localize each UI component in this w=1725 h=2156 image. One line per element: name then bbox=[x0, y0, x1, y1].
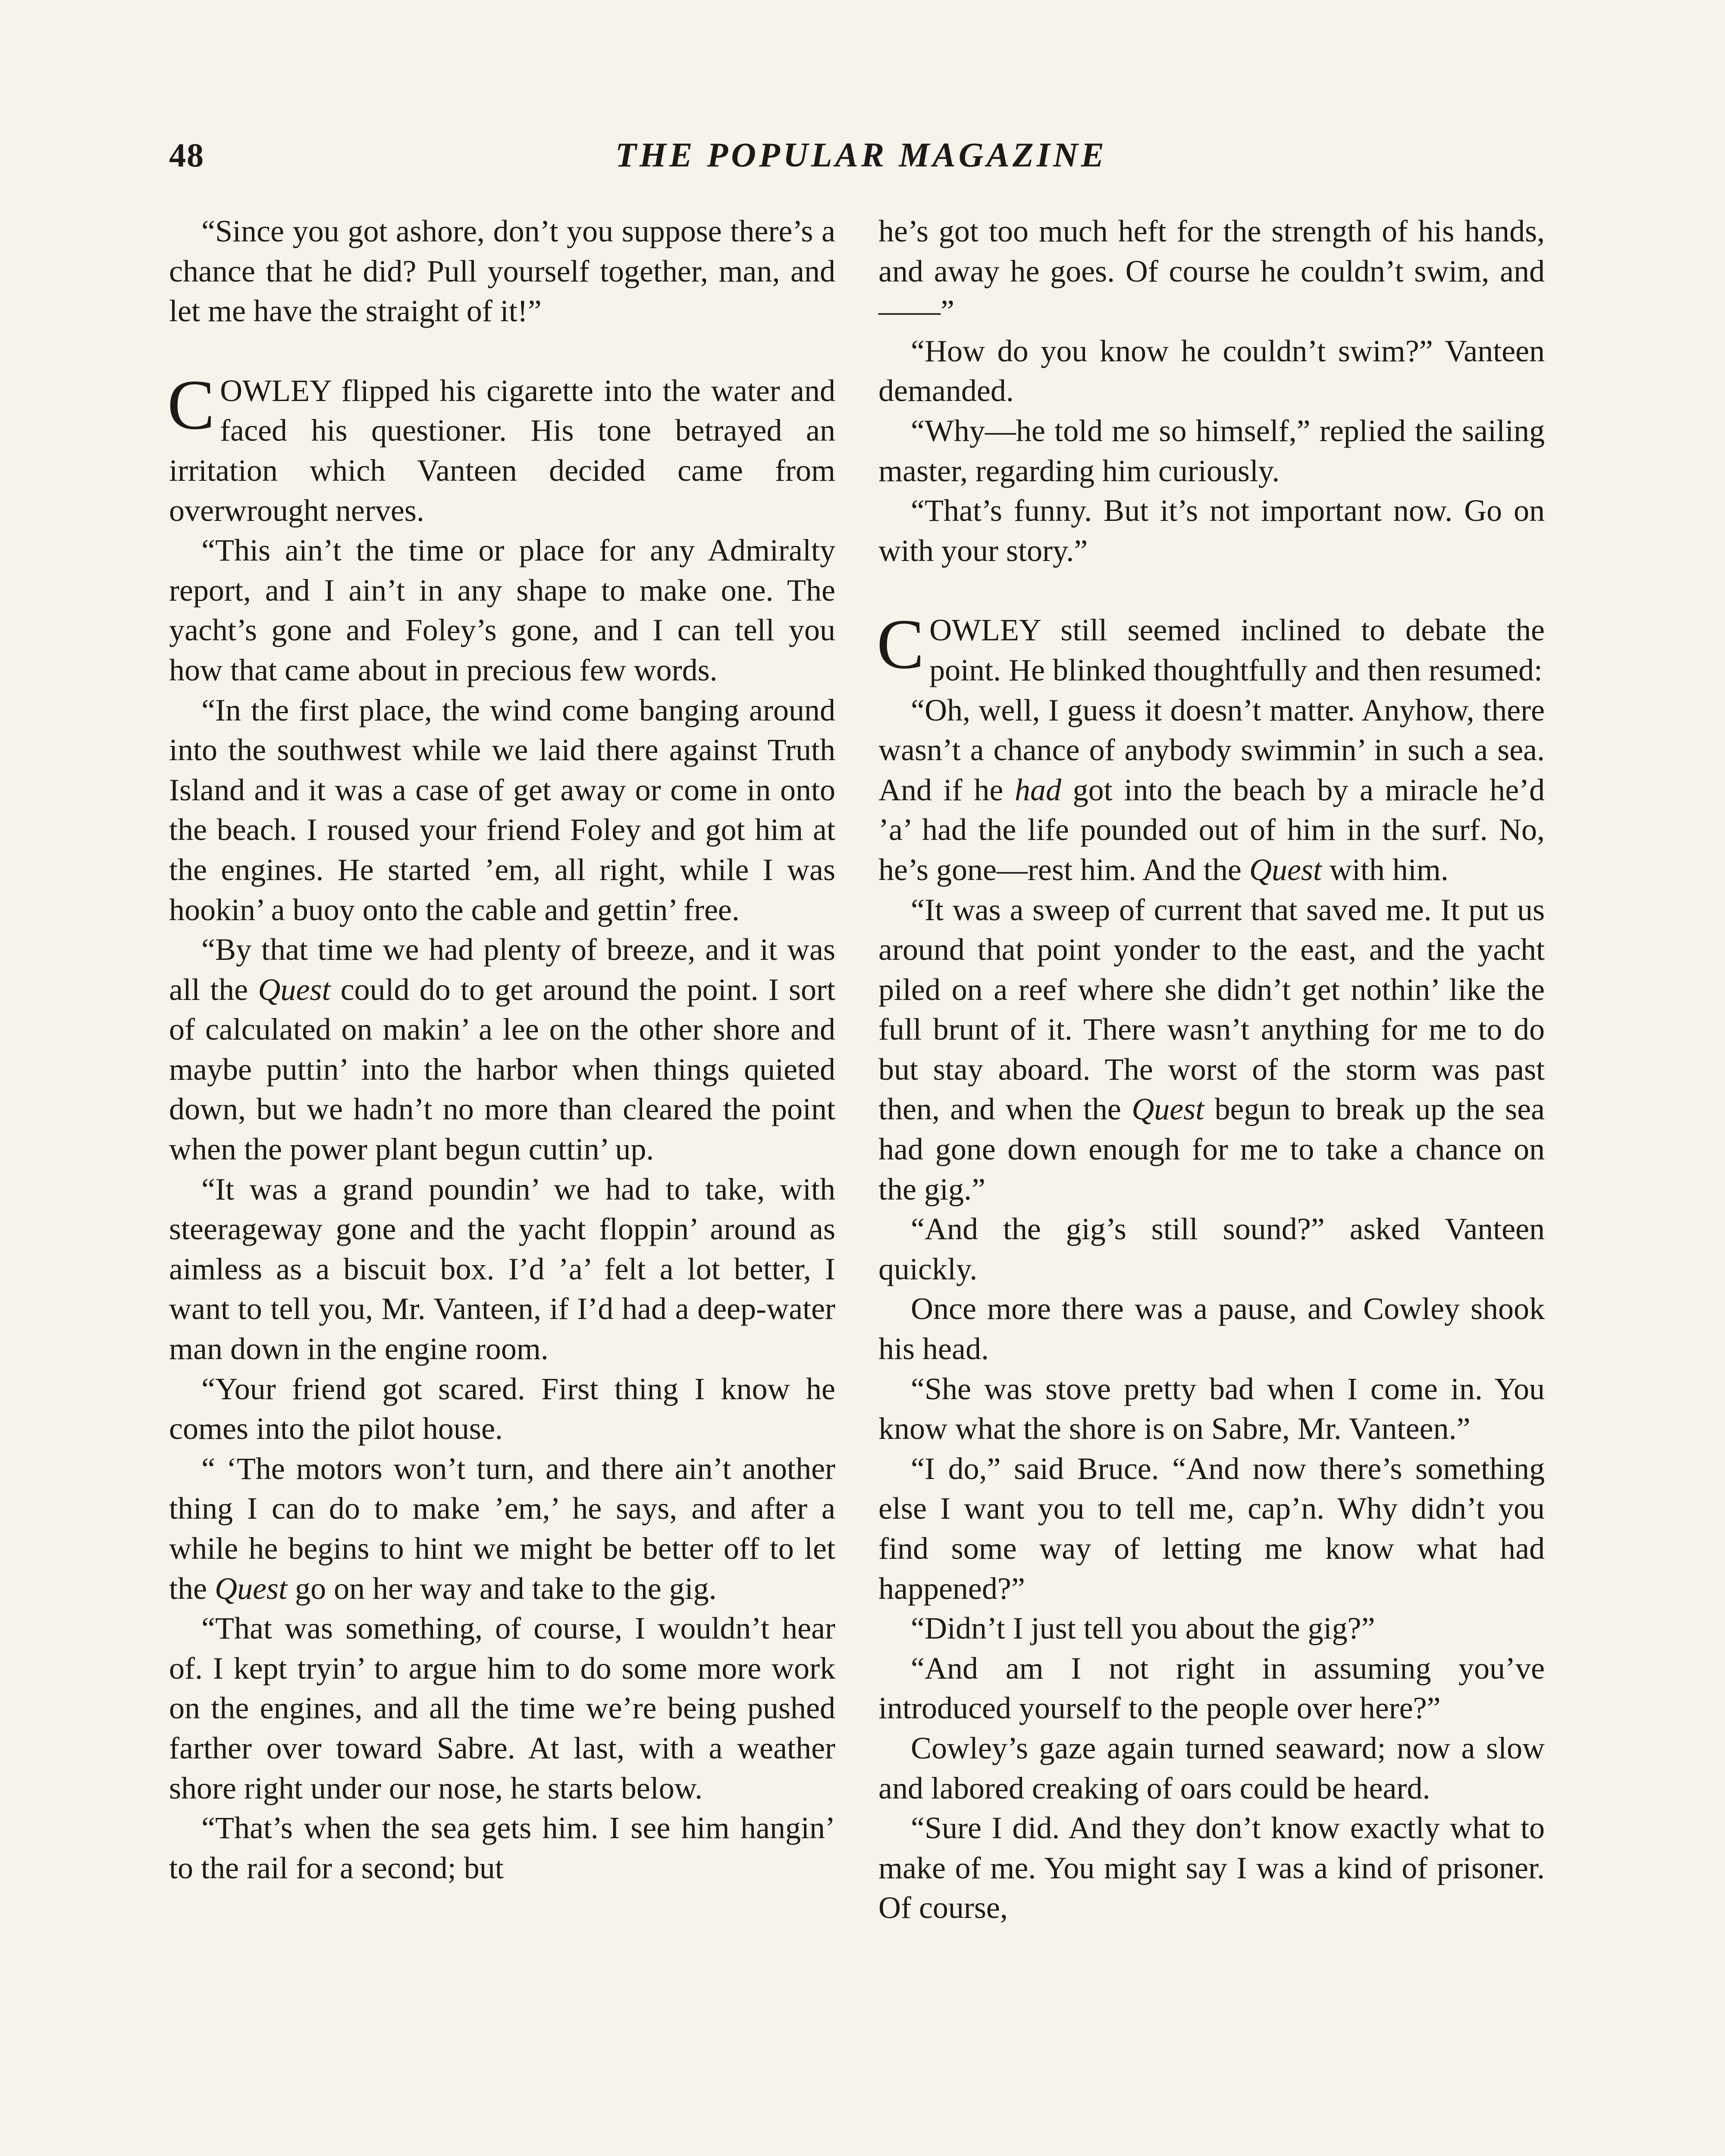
paragraph: Once more there was a pause, and Cowley shook his head. bbox=[878, 1291, 1545, 1366]
left-column bbox=[169, 211, 835, 1888]
ship-name: Quest bbox=[1249, 852, 1322, 887]
paragraph-dropcap bbox=[877, 605, 1545, 690]
page-number: 48 bbox=[169, 136, 204, 174]
paragraph: “Sure I did. And they don’t know exactly what to make of me. You might say I was a kind of prisoner. Of course, bbox=[878, 1811, 1545, 1925]
drop-cap: C bbox=[877, 605, 925, 684]
paragraph: “It was a sweep of current that saved me. It put us around that point yonder to the east, and the yacht piled on a reef where she didn’t get nothin’ like the full brunt of it. There wasn’t anything for me to do but stay aboard. The worst of the storm was past then, and when the Quest begun to break up the sea had gone down enough for me to take a chance on the gig.” bbox=[878, 892, 1545, 1206]
paragraph: “And am I not right in assuming you’ve introduced yourself to the people over here?” bbox=[878, 1651, 1545, 1726]
paragraph-text: OWLEY still seemed inclined to debate the point. He blinked thoughtfully and then resumed: bbox=[929, 613, 1545, 687]
paragraph: he’s got too much heft for the strength of his hands, and away he goes. Of course he couldn’t swim, and——” bbox=[878, 214, 1545, 329]
ship-name: Quest bbox=[1132, 1092, 1204, 1127]
paragraph: Cowley’s gaze again turned seaward; now a slow and labored creaking of oars could be heard. bbox=[878, 1730, 1545, 1805]
paragraph: “Oh, well, I guess it doesn’t matter. Anyhow, there wasn’t a chance of anybody swimmin’ in such a sea. And if he had got into the beach by a miracle he’d ’a’ had the life pounded out of him in the surf. No, he’s gone—rest him. And the Quest with him. bbox=[878, 693, 1545, 887]
paragraph: “By that time we had plenty of breeze, and it was all the Quest could do to get around the point. I sort of calculated on makin’ a lee on the other shore and maybe puttin’ into the harbor when things quieted down, but we hadn’t no more than cleared the point when the power plant begun cuttin’ up. bbox=[169, 932, 836, 1167]
paragraph: “In the first place, the wind come banging around into the southwest while we laid there against Truth Island and it was a case of get away or come in onto the beach. I roused your friend Foley and got him at the engines. He started ’em, all right, while I was hookin’ a buoy onto the cable and gettin’ free. bbox=[169, 693, 835, 927]
paragraph: “I do,” said Bruce. “And now there’s something else I want you to tell me, cap’n. Why didn’t you find some way of letting me know what had happened?” bbox=[878, 1451, 1545, 1606]
right-column bbox=[878, 211, 1545, 1928]
ship-name: Quest bbox=[214, 1571, 287, 1606]
paragraph: “It was a grand poundin’ we had to take, with steerageway gone and the yacht floppin’ around as aimless as a biscuit box. I’d ’a’ felt a lot better, I want to tell you, Mr. Vanteen, if I’d had a deep-water man down in the engine room. bbox=[169, 1172, 835, 1366]
paragraph: “That was something, of course, I wouldn’t hear of. I kept tryin’ to argue him to do some more work on the engines, and all the time we’re being pushed farther over toward Sabre. At last, with a weather shore right under our nose, he starts below. bbox=[169, 1611, 835, 1805]
paragraph: “She was stove pretty bad when I come in. You know what the shore is on Sabre, Mr. Vanteen.” bbox=[878, 1371, 1545, 1446]
emphasis: had bbox=[1014, 772, 1061, 807]
paragraph: “Since you got ashore, don’t you suppose there’s a chance that he did? Pull yourself together, man, and let me have the straight of it!” bbox=[169, 214, 835, 329]
running-title: THE POPULAR MAGAZINE bbox=[615, 136, 1107, 174]
paragraph: “This ain’t the time or place for any Admiralty report, and I ain’t in any shape to make one. The yacht’s gone and Foley’s gone, and I can tell you how that came about in precious few words. bbox=[169, 533, 835, 687]
page-header bbox=[169, 136, 1553, 183]
paragraph: “Why—he told me so himself,” replied the sailing master, regarding him curiously. bbox=[878, 413, 1545, 488]
paragraph: “That’s when the sea gets him. I see him hangin’ to the rail for a second; but bbox=[169, 1811, 835, 1885]
paragraph-dropcap bbox=[167, 365, 835, 530]
paragraph: “How do you know he couldn’t swim?” Vanteen demanded. bbox=[878, 333, 1545, 408]
paragraph: “That’s funny. But it’s not important now. Go on with your story.” bbox=[878, 493, 1545, 568]
paragraph: “Didn’t I just tell you about the gig?” bbox=[911, 1611, 1375, 1646]
paragraph: “And the gig’s still sound?” asked Vanteen quickly. bbox=[878, 1212, 1545, 1286]
paragraph-text: OWLEY flipped his cigarette into the water and faced his questioner. His tone betrayed an irritation which Vanteen decided came from overwrought nerves. bbox=[169, 373, 835, 528]
drop-cap: C bbox=[167, 365, 215, 444]
ship-name: Quest bbox=[258, 972, 331, 1007]
paragraph: “ ‘The motors won’t turn, and there ain’t another thing I can do to make ’em,’ he says, and after a while he begins to hint we might be better off to let the Quest go on her way and take to the gig. bbox=[169, 1451, 835, 1606]
paragraph: “Your friend got scared. First thing I know he comes into the pilot house. bbox=[169, 1371, 835, 1446]
